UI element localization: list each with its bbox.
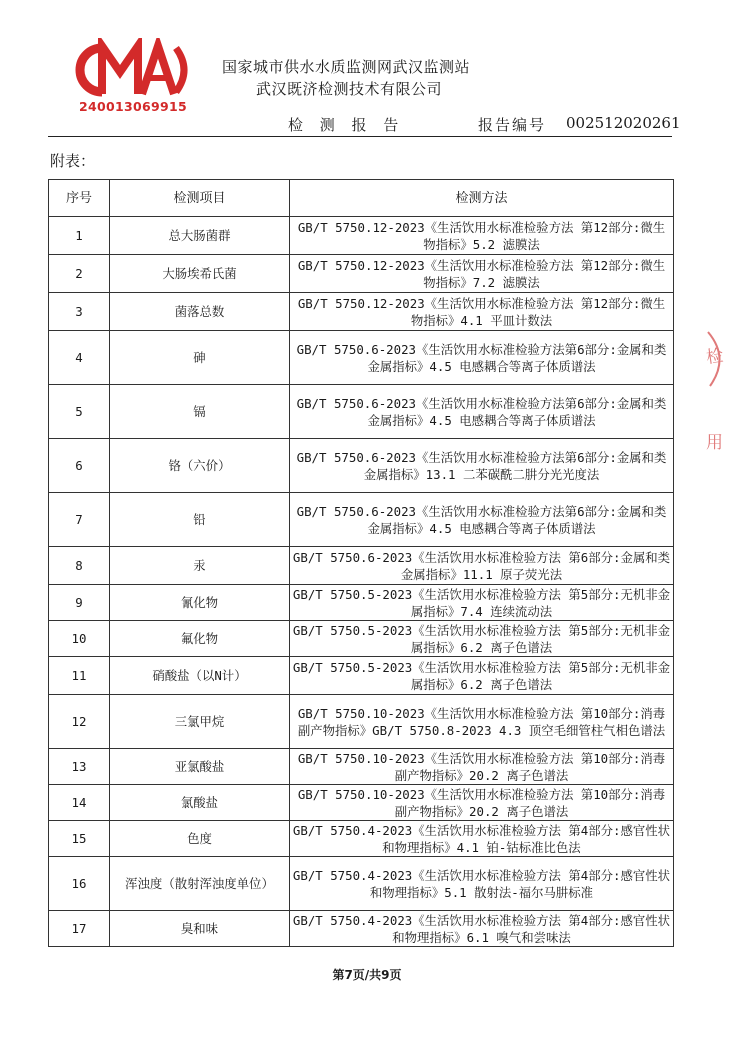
row-method: GB/T 5750.12-2023《生活饮用水标准检验方法 第12部分:微生物指标》4.1 平皿计数法: [290, 293, 674, 331]
org-name-line2: 武汉既济检测技术有限公司: [256, 80, 443, 98]
row-method: GB/T 5750.12-2023《生活饮用水标准检验方法 第12部分:微生物指标》7.2 滤膜法: [290, 255, 674, 293]
row-method: GB/T 5750.10-2023《生活饮用水标准检验方法 第10部分:消毒副产物指标》GB/T 5750.8-2023 4.3 顶空毛细管柱气相色谱法: [290, 695, 674, 749]
table-row: [49, 585, 674, 621]
row-item: 大肠埃希氏菌: [110, 255, 290, 293]
side-stamp: [700, 328, 734, 458]
row-method: GB/T 5750.6-2023《生活饮用水标准检验方法第6部分:金属和类金属指标》4.5 电感耦合等离子体质谱法: [290, 331, 674, 385]
table-row: [49, 657, 674, 695]
row-method: GB/T 5750.5-2023《生活饮用水标准检验方法 第5部分:无机非金属指标》6.2 离子色谱法: [290, 657, 674, 695]
row-number: 17: [49, 911, 110, 947]
row-method: GB/T 5750.12-2023《生活饮用水标准检验方法 第12部分:微生物指标》5.2 滤膜法: [290, 217, 674, 255]
row-method: GB/T 5750.6-2023《生活饮用水标准检验方法 第6部分:金属和类金属指标》11.1 原子荧光法: [290, 547, 674, 585]
row-item: 菌落总数: [110, 293, 290, 331]
header-item: 检测项目: [110, 180, 290, 217]
table-header-row: [49, 180, 674, 217]
table-row: [49, 493, 674, 547]
header-no: 序号: [49, 180, 110, 217]
row-method: GB/T 5750.4-2023《生活饮用水标准检验方法 第4部分:感官性状和物理指标》4.1 铂-钴标准比色法: [290, 821, 674, 857]
row-number: 10: [49, 621, 110, 657]
row-item: 亚氯酸盐: [110, 749, 290, 785]
row-number: 11: [49, 657, 110, 695]
table-row: [49, 821, 674, 857]
row-method: GB/T 5750.4-2023《生活饮用水标准检验方法 第4部分:感官性状和物理指标》6.1 嗅气和尝味法: [290, 911, 674, 947]
table-row: [49, 217, 674, 255]
row-item: 硝酸盐（以N计）: [110, 657, 290, 695]
table-row: [49, 331, 674, 385]
row-number: 16: [49, 857, 110, 911]
row-number: 15: [49, 821, 110, 857]
stamp-char-2: 用: [706, 433, 723, 453]
header-rule: [48, 136, 672, 137]
row-number: 12: [49, 695, 110, 749]
row-number: 4: [49, 331, 110, 385]
row-item: 浑浊度（散射浑浊度单位）: [110, 857, 290, 911]
table-row: [49, 255, 674, 293]
row-number: 14: [49, 785, 110, 821]
row-number: 6: [49, 439, 110, 493]
table-row: [49, 911, 674, 947]
methods-table: [48, 179, 674, 947]
org-name-line1: 国家城市供水水质监测网武汉监测站: [222, 58, 471, 76]
attachment-label: 附表：: [50, 152, 96, 170]
row-number: 8: [49, 547, 110, 585]
table-row: [49, 621, 674, 657]
page-footer: 第7页/共9页: [332, 968, 402, 982]
table-row: [49, 749, 674, 785]
row-item: 氟化物: [110, 621, 290, 657]
row-method: GB/T 5750.5-2023《生活饮用水标准检验方法 第5部分:无机非金属指标》6.2 离子色谱法: [290, 621, 674, 657]
row-item: 色度: [110, 821, 290, 857]
row-item: 铬（六价）: [110, 439, 290, 493]
row-number: 7: [49, 493, 110, 547]
row-method: GB/T 5750.6-2023《生活饮用水标准检验方法第6部分:金属和类金属指标》13.1 二苯碳酰二肼分光光度法: [290, 439, 674, 493]
row-item: 氰化物: [110, 585, 290, 621]
table-row: [49, 695, 674, 749]
report-number: 002512020261: [566, 114, 681, 132]
header-method: 检测方法: [290, 180, 674, 217]
row-method: GB/T 5750.10-2023《生活饮用水标准检验方法 第10部分:消毒副产物指标》20.2 离子色谱法: [290, 749, 674, 785]
row-number: 9: [49, 585, 110, 621]
row-number: 5: [49, 385, 110, 439]
table-row: [49, 547, 674, 585]
report-number-label: 报告编号: [478, 116, 547, 134]
row-item: 铅: [110, 493, 290, 547]
table-row: [49, 857, 674, 911]
stamp-char-1: 检: [705, 345, 725, 369]
row-item: 汞: [110, 547, 290, 585]
row-number: 2: [49, 255, 110, 293]
row-item: 三氯甲烷: [110, 695, 290, 749]
row-method: GB/T 5750.6-2023《生活饮用水标准检验方法第6部分:金属和类金属指标》4.5 电感耦合等离子体质谱法: [290, 493, 674, 547]
table-row: [49, 785, 674, 821]
row-number: 13: [49, 749, 110, 785]
row-method: GB/T 5750.4-2023《生活饮用水标准检验方法 第4部分:感官性状和物理指标》5.1 散射法-福尔马肼标准: [290, 857, 674, 911]
row-item: 氯酸盐: [110, 785, 290, 821]
row-method: GB/T 5750.6-2023《生活饮用水标准检验方法第6部分:金属和类金属指标》4.5 电感耦合等离子体质谱法: [290, 385, 674, 439]
row-method: GB/T 5750.10-2023《生活饮用水标准检验方法 第10部分:消毒副产物指标》20.2 离子色谱法: [290, 785, 674, 821]
cma-number: 240013069915: [79, 99, 187, 114]
table-row: [49, 293, 674, 331]
report-title: 检 测 报 告: [288, 116, 405, 134]
row-number: 3: [49, 293, 110, 331]
row-number: 1: [49, 217, 110, 255]
row-item: 总大肠菌群: [110, 217, 290, 255]
row-item: 镉: [110, 385, 290, 439]
table-row: [49, 439, 674, 493]
row-item: 臭和味: [110, 911, 290, 947]
row-method: GB/T 5750.5-2023《生活饮用水标准检验方法 第5部分:无机非金属指标》7.4 连续流动法: [290, 585, 674, 621]
table-row: [49, 385, 674, 439]
row-item: 砷: [110, 331, 290, 385]
